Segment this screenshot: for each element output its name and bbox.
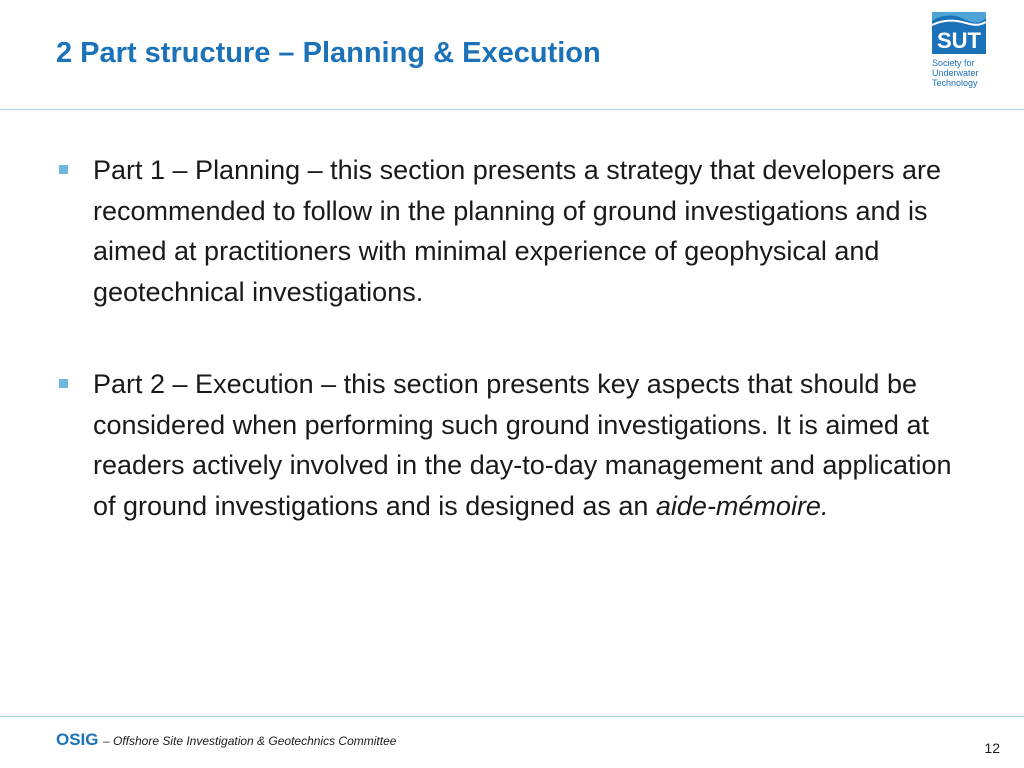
footer-divider [0,716,1024,717]
bullet-item-part-1 [56,150,966,312]
square-bullet-icon [59,379,68,388]
sut-logo-mark: SUT [937,28,981,53]
sut-logo-text [932,58,1018,88]
footer [56,730,396,750]
bullet-text-part-2: Part 2 – Execution – this section presents key aspects that should be considered when performing such ground investigations. It is aimed at readers actively involved in the day-to-day management and application of ground investigations and is designed as an [93,369,952,521]
sut-logo-line-2: Underwater [932,68,979,78]
sut-logo-mark-box [932,12,986,54]
sut-logo-line-1: Society for [932,58,975,68]
bullet-list [56,150,966,526]
bullet-text-part-1: Part 1 – Planning – this section presents a strategy that developers are recommended to follow in the planning of ground investigations and is aimed at practitioners with minimal experience of geophysical and geotechnical investigations. [93,155,941,307]
slide-title: 2 Part structure – Planning & Execution [56,37,601,69]
page-number: 12 [984,740,1000,756]
sut-logo [926,10,1018,106]
header-divider [0,109,1024,110]
footer-brand: OSIG [56,730,99,749]
bullet-item-part-2 [56,364,966,526]
square-bullet-icon [59,165,68,174]
footer-description: – Offshore Site Investigation & Geotechnics Committee [102,734,397,748]
bullet-emphasis-aide-memoire: aide-mémoire. [655,490,829,521]
sut-logo-line-3: Technology [932,78,978,88]
